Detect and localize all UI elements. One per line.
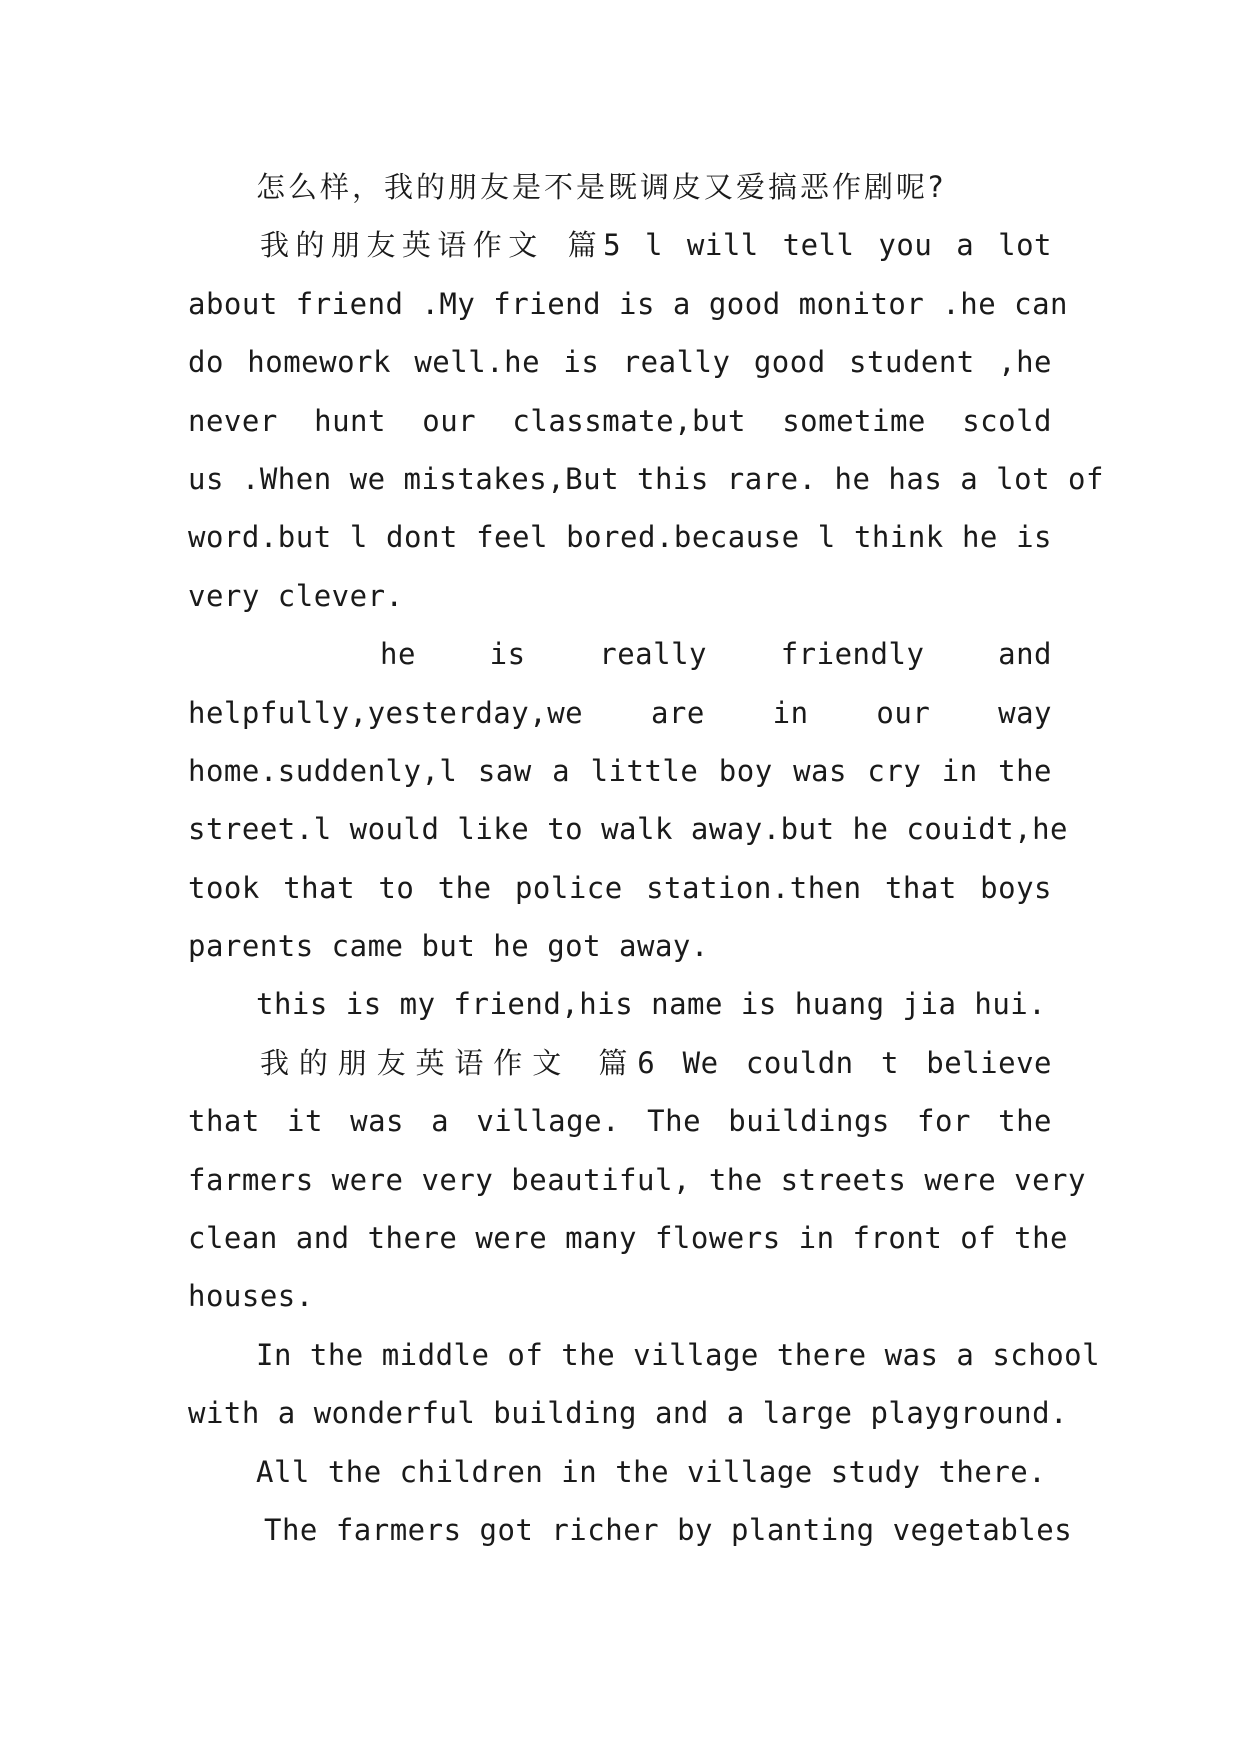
text-line: clean and there were many flowers in front of the xyxy=(188,1221,1069,1256)
text-line: helpfully,yesterday,we are in our way xyxy=(188,695,1052,730)
text-line: about friend .My friend is a good monitor .he can xyxy=(188,286,1069,321)
text-line: street.l would like to walk away.but he couidt,he xyxy=(188,812,1069,847)
text-line: 怎么样，我的朋友是不是既调皮又爱搞恶作剧呢? xyxy=(256,170,947,204)
text-line: very clever. xyxy=(188,578,404,613)
text-line: that it was a village. The buildings for the xyxy=(188,1104,1052,1139)
text-line: do homework well.he is really good student ,he xyxy=(188,345,1052,380)
text-line: never hunt our classmate,but sometime scold xyxy=(188,403,1052,438)
text-line: In the middle of the village there was a school xyxy=(256,1337,1101,1372)
text-line: us .When we mistakes,But this rare. he has a lot of xyxy=(188,461,1104,496)
text-line: home.suddenly,l saw a little boy was cry in the xyxy=(188,753,1052,788)
text-line: took that to the police station.then that boys xyxy=(188,870,1052,905)
text-line: with a wonderful building and a large playground. xyxy=(188,1396,1069,1431)
text-line: The farmers got richer by planting vegetables xyxy=(264,1512,1073,1547)
text-line: 我的朋友英语作文 篇5 l will tell you a lot xyxy=(260,228,1052,263)
text-line: 我的朋友英语作文 篇6 We couldn t believe xyxy=(260,1045,1052,1080)
text-line: All the children in the village study there. xyxy=(256,1454,1047,1489)
text-line: parents came but he got away. xyxy=(188,929,709,964)
text-line: he is really friendly and xyxy=(380,637,1052,672)
text-line: this is my friend,his name is huang jia hui. xyxy=(256,987,1047,1022)
document-page xyxy=(188,158,1104,1559)
text-line: farmers were very beautiful, the streets were very xyxy=(188,1162,1086,1197)
text-line: houses. xyxy=(188,1279,314,1314)
text-line: word.but l dont feel bored.because l think he is xyxy=(188,520,1052,555)
